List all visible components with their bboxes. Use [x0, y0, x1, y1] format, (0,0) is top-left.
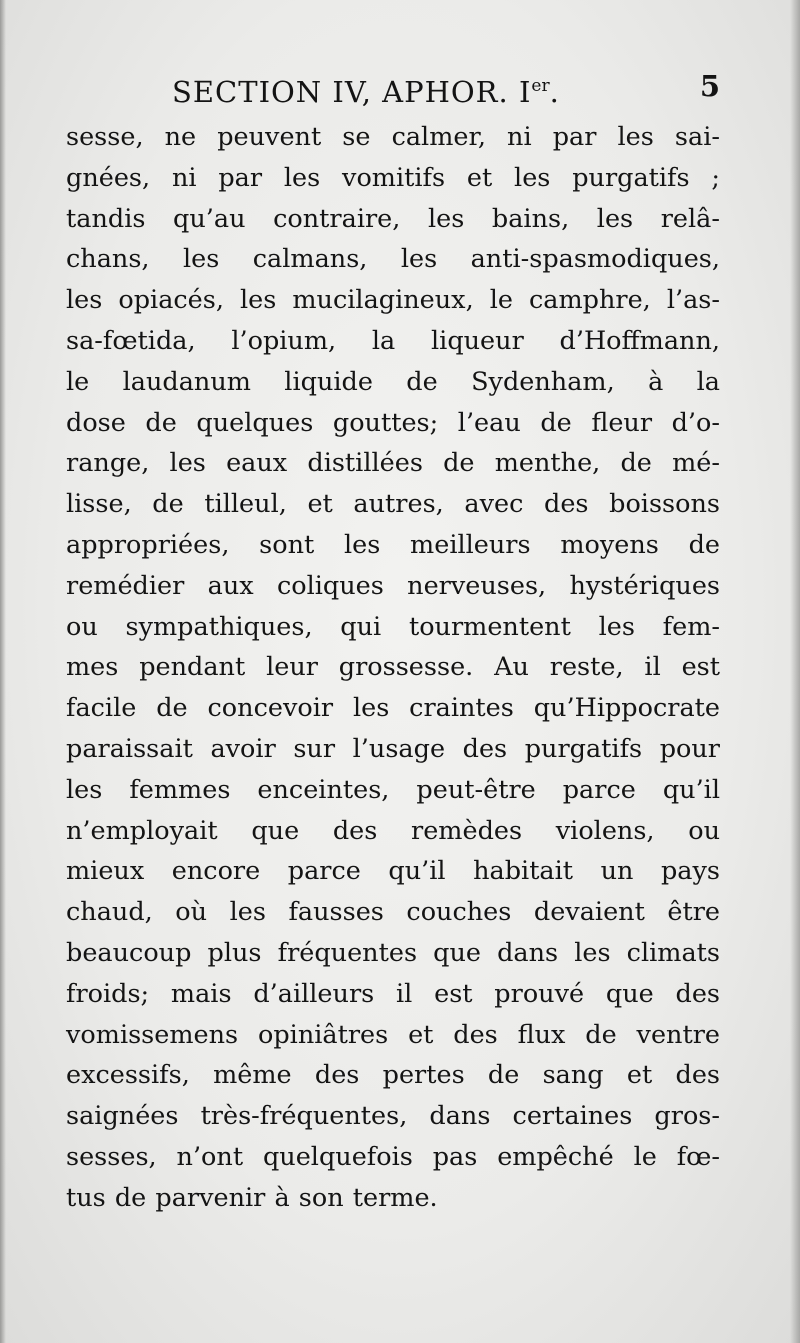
text-line: les femmes enceintes, peut-être parce qu’il [66, 774, 720, 805]
running-head [70, 64, 720, 108]
page-edge-shadow-left [0, 0, 6, 1343]
text-line-last: tus de parvenir à son terme. [66, 1182, 438, 1213]
text-line: ou sympathiques, qui tourmentent les fem- [66, 611, 720, 642]
text-line: n’employait que des remèdes violens, ou [66, 815, 720, 846]
text-line: range, les eaux distillées de menthe, de mé- [66, 448, 720, 479]
text-line: sa-fœtida, l’opium, la liqueur d’Hoffmann, [66, 325, 720, 356]
text-line: mes pendant leur grossesse. Au reste, il est [66, 652, 720, 683]
text-line: sesse, ne peuvent se calmer, ni par les sai- [66, 122, 720, 152]
text-line: mieux encore parce qu’il habitait un pays [66, 856, 720, 887]
text-line: excessifs, même des pertes de sang et des [66, 1060, 720, 1091]
text-line: tandis qu’au contraire, les bains, les relâ- [66, 203, 720, 234]
text-line: remédier aux coliques nerveuses, hystériques [66, 570, 720, 601]
text-line: les opiacés, les mucilagineux, le camphre, l’as- [66, 285, 720, 316]
text-line: chaud, où les fausses couches devaient être [66, 897, 720, 928]
text-line: beaucoup plus fréquentes que dans les climats [66, 937, 720, 968]
text-line: paraissait avoir sur l’usage des purgatifs pour [66, 733, 720, 764]
text-line: gnées, ni par les vomitifs et les purgatifs ; [66, 162, 720, 193]
text-line: le laudanum liquide de Sydenham, à la [66, 366, 720, 397]
text-line: chans, les calmans, les anti-spasmodiques, [66, 244, 720, 275]
page-edge-shadow-right [790, 0, 800, 1343]
text-line: dose de quelques gouttes; l’eau de fleur d’o- [66, 407, 720, 438]
text-line: froids; mais d’ailleurs il est prouvé que des [66, 978, 720, 1009]
running-title [172, 64, 560, 114]
text-line: appropriées, sont les meilleurs moyens de [66, 529, 720, 560]
running-title-main: SECTION IV, APHOR. I [172, 75, 532, 109]
page-number: 5 [699, 69, 720, 103]
running-title-superscript: er [531, 76, 550, 96]
text-line: lisse, de tilleul, et autres, avec des boissons [66, 489, 720, 520]
text-line: facile de concevoir les craintes qu’Hippocrate [66, 693, 720, 724]
text-line: sesses, n’ont quelquefois pas empêché le fœ- [66, 1141, 720, 1172]
body-text [66, 117, 720, 1219]
text-line: saignées très-fréquentes, dans certaines gros- [66, 1101, 720, 1132]
running-title-period: . [549, 75, 560, 109]
text-line: vomissemens opiniâtres et des flux de ventre [66, 1019, 720, 1050]
